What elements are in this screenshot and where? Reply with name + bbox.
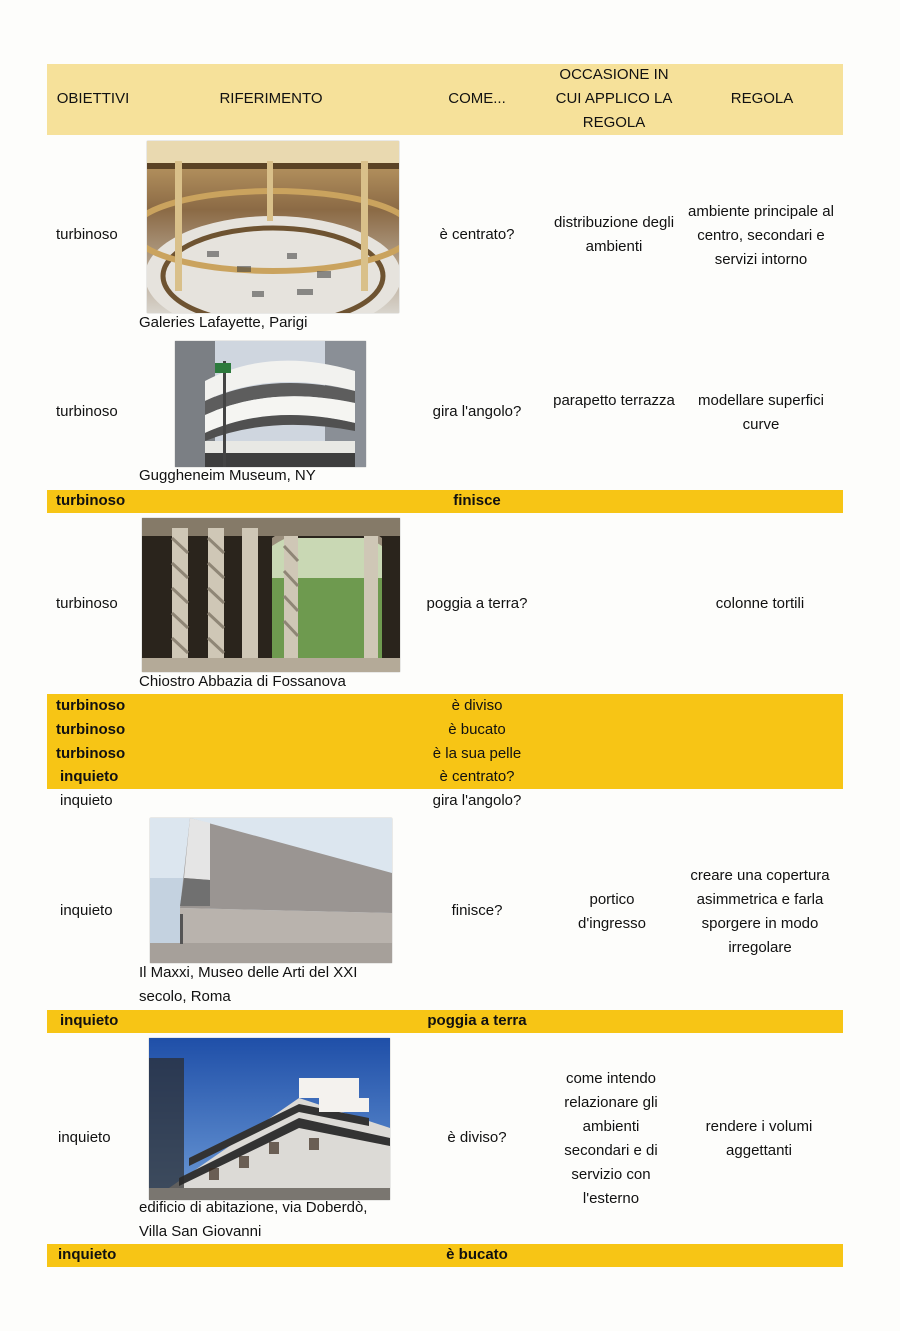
objective-cell: turbinoso bbox=[56, 745, 126, 762]
header-reference: RIFERIMENTO bbox=[219, 90, 323, 107]
galeries-lafayette-photo bbox=[147, 141, 399, 313]
occasion-cell: come intendo relazionare gli ambienti secondari e di servizio con l'esterno bbox=[564, 1070, 658, 1207]
how-cell: è centrato? bbox=[439, 226, 515, 243]
reference-caption: Galeries Lafayette, Parigi bbox=[139, 314, 308, 331]
maxxi-museum-photo bbox=[150, 818, 392, 963]
objective-cell: inquieto bbox=[60, 902, 113, 919]
reference-caption: Chiostro Abbazia di Fossanova bbox=[139, 673, 346, 690]
header-occasion: OCCASIONE IN CUI APPLICO LA REGOLA bbox=[555, 66, 673, 131]
occasion-cell: parapetto terrazza bbox=[553, 392, 675, 409]
rule-cell: colonne tortili bbox=[715, 595, 805, 612]
reference-caption: Il Maxxi, Museo delle Arti del XXI secolo, Roma bbox=[139, 964, 358, 1005]
objective-cell: turbinoso bbox=[56, 595, 118, 612]
reference-caption: Guggheneim Museum, NY bbox=[139, 467, 316, 484]
header-rule: REGOLA bbox=[730, 90, 794, 107]
objective-cell: inquieto bbox=[60, 768, 119, 785]
how-cell: poggia a terra? bbox=[426, 595, 528, 612]
how-cell: è la sua pelle bbox=[432, 745, 522, 762]
header-objectives: OBIETTIVI bbox=[56, 90, 130, 107]
rule-cell: creare una copertura asimmetrica e farla sporgere in modo irregolare bbox=[690, 867, 830, 956]
objective-cell: turbinoso bbox=[56, 492, 126, 509]
how-cell: finisce bbox=[453, 492, 501, 509]
housing-building-photo bbox=[149, 1038, 390, 1200]
objective-cell: inquieto bbox=[60, 792, 113, 809]
occasion-cell: distribuzione degli ambienti bbox=[553, 214, 675, 255]
guggenheim-photo bbox=[175, 341, 366, 467]
objective-cell: inquieto bbox=[58, 1246, 117, 1263]
how-cell: è diviso? bbox=[447, 1129, 507, 1146]
how-cell: è bucato bbox=[448, 721, 506, 738]
header-how: COME... bbox=[448, 90, 506, 107]
rule-cell: rendere i volumi aggettanti bbox=[705, 1118, 813, 1159]
objective-cell: turbinoso bbox=[56, 721, 126, 738]
how-cell: gira l'angolo? bbox=[432, 403, 522, 420]
objective-cell: inquieto bbox=[58, 1129, 111, 1146]
objective-cell: turbinoso bbox=[56, 403, 118, 420]
rule-cell: modellare superfici curve bbox=[698, 392, 824, 433]
how-cell: è diviso bbox=[451, 697, 503, 714]
reference-caption: edificio di abitazione, via Doberdò, Villa San Giovanni bbox=[139, 1199, 368, 1240]
objective-cell: turbinoso bbox=[56, 697, 126, 714]
fossanova-cloister-photo bbox=[142, 518, 400, 672]
how-cell: gira l'angolo? bbox=[432, 792, 522, 809]
objective-cell: inquieto bbox=[60, 1012, 119, 1029]
objective-cell: turbinoso bbox=[56, 226, 118, 243]
how-cell: finisce? bbox=[451, 902, 503, 919]
how-cell: è bucato bbox=[446, 1246, 508, 1263]
how-cell: è centrato? bbox=[439, 768, 515, 785]
rule-cell: ambiente principale al centro, secondari e servizi intorno bbox=[688, 203, 834, 268]
occasion-cell: portico d'ingresso bbox=[578, 891, 646, 932]
how-cell: poggia a terra bbox=[427, 1012, 527, 1029]
